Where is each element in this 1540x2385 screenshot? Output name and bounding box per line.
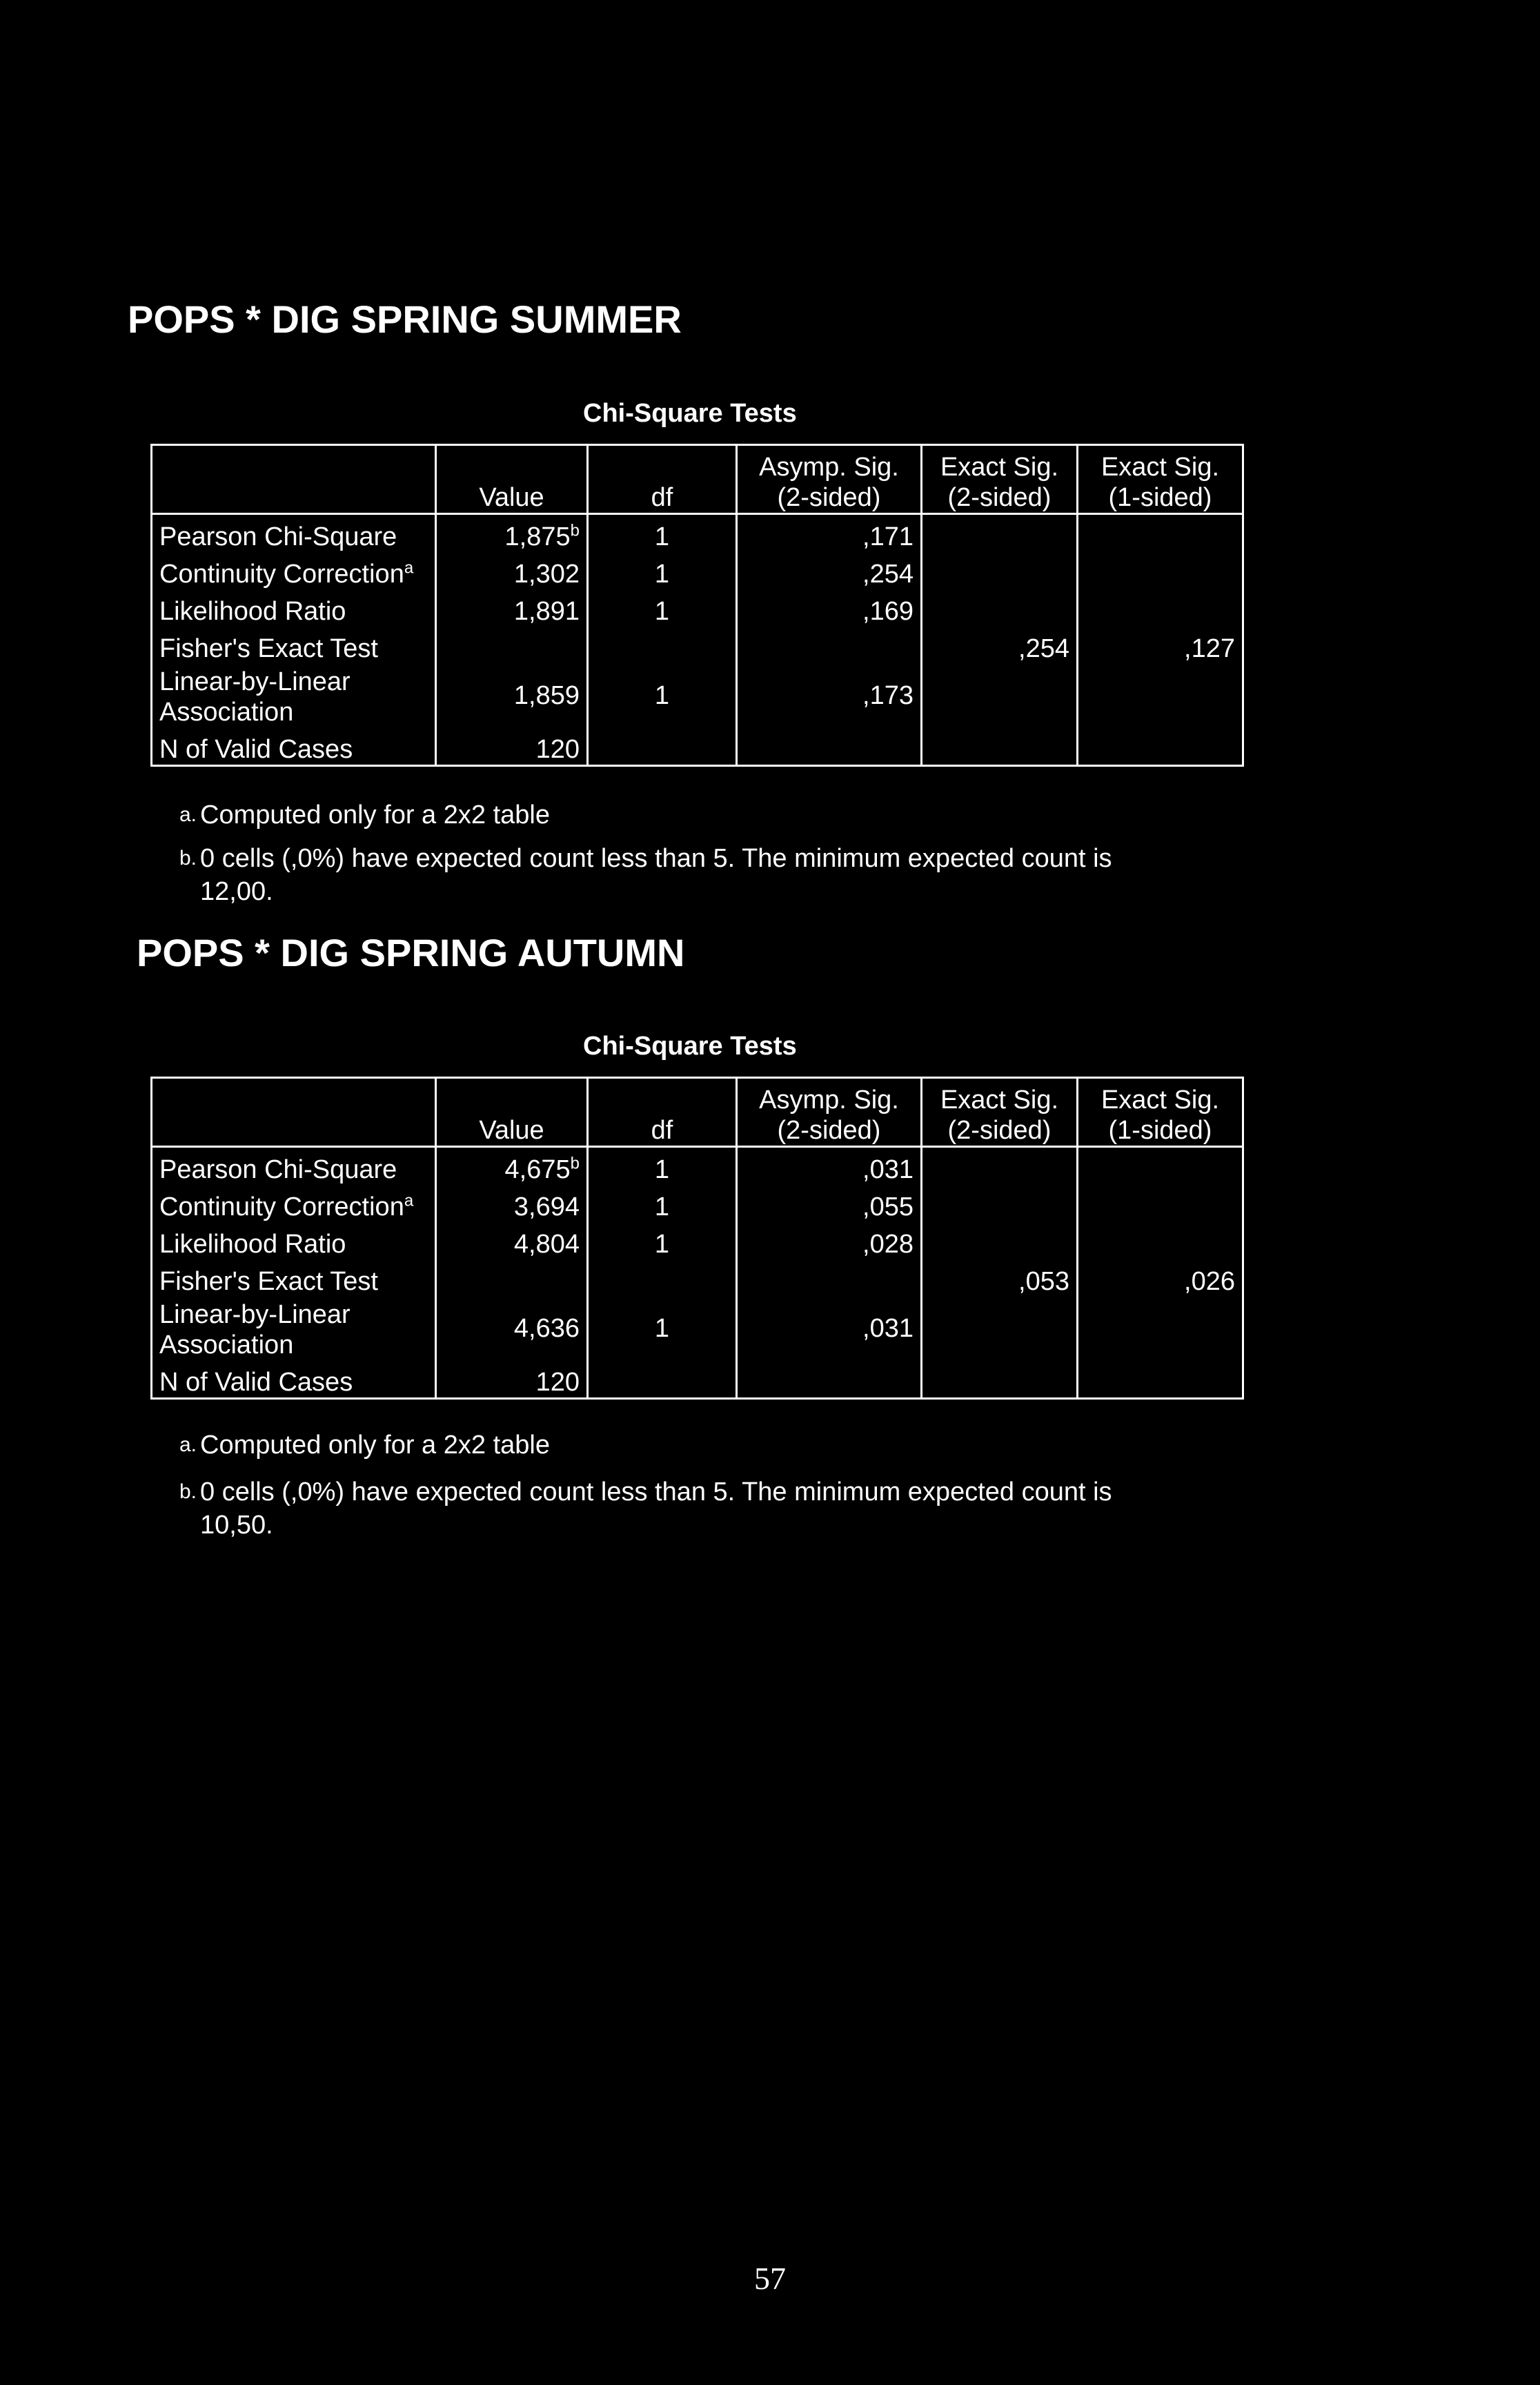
asymp-cell: ,028	[737, 1222, 922, 1259]
df-cell: 1	[588, 514, 737, 553]
table-row	[152, 1297, 1243, 1360]
exact2-cell	[922, 1222, 1078, 1259]
asymp-cell	[737, 627, 922, 664]
empty-cell	[588, 727, 737, 766]
header-exact-sig-1: Exact Sig. (1-sided)	[1078, 445, 1243, 514]
df-cell	[588, 627, 737, 664]
value-cell: 120	[436, 727, 588, 766]
row-label: Fisher's Exact Test	[159, 634, 378, 663]
df-cell: 1	[588, 1222, 737, 1259]
empty-cell	[1078, 727, 1243, 766]
asymp-cell: ,254	[737, 552, 922, 589]
value-cell	[436, 627, 588, 664]
row-label: Continuity Correction$^a$	[159, 1191, 414, 1221]
section-title-summer: POPS * DIG SPRING SUMMER	[128, 297, 682, 341]
value-cell: 1,859	[436, 664, 588, 727]
row-label: Likelihood Ratio	[159, 1230, 346, 1259]
value-cell: 4,675$^b$	[436, 1147, 588, 1186]
header-exact-sig-2: Exact Sig. (2-sided)	[922, 1078, 1078, 1147]
df-cell: 1	[588, 1185, 737, 1222]
table-caption: Chi-Square Tests	[583, 399, 797, 428]
asymp-cell: ,031	[737, 1297, 922, 1360]
header-exact-sig-1: Exact Sig. (1-sided)	[1078, 1078, 1243, 1147]
df-cell: 1	[588, 664, 737, 727]
asymp-cell: ,169	[737, 589, 922, 627]
section-title-autumn: POPS * DIG SPRING AUTUMN	[137, 931, 685, 974]
footnote-b: b. 0 cells (,0%) have expected count less than 5. The minimum expected count is 12,00.	[179, 844, 1112, 906]
header-value: Value	[436, 445, 588, 514]
row-label: Linear-by-Linear Association	[159, 667, 351, 727]
footnote-a: a. Computed only for a 2x2 table	[179, 801, 550, 830]
header-blank	[152, 445, 436, 514]
exact2-cell	[922, 514, 1078, 553]
row-label: Fisher's Exact Test	[159, 1267, 378, 1296]
table-row	[152, 514, 1243, 553]
row-label: Continuity Correction$^a$	[159, 558, 414, 589]
chi-square-table-summer	[150, 444, 1244, 767]
page-number: 57	[754, 2261, 786, 2296]
table-caption: Chi-Square Tests	[583, 1032, 797, 1061]
exact2-cell	[922, 664, 1078, 727]
table-row	[152, 1222, 1243, 1259]
row-label: Linear-by-Linear Association	[159, 1300, 351, 1360]
table-header-row	[152, 1078, 1243, 1147]
value-cell: 4,636	[436, 1297, 588, 1360]
empty-cell	[1078, 1360, 1243, 1399]
table-row	[152, 627, 1243, 664]
header-value: Value	[436, 1078, 588, 1147]
exact1-cell	[1078, 664, 1243, 727]
df-cell: 1	[588, 1297, 737, 1360]
exact1-cell: ,026	[1078, 1259, 1243, 1297]
value-cell	[436, 1259, 588, 1297]
empty-cell	[737, 1360, 922, 1399]
header-exact-sig-2: Exact Sig. (2-sided)	[922, 445, 1078, 514]
asymp-cell: ,173	[737, 664, 922, 727]
asymp-cell	[737, 1259, 922, 1297]
row-label: Likelihood Ratio	[159, 597, 346, 626]
exact2-cell	[922, 1297, 1078, 1360]
table-row	[152, 1259, 1243, 1297]
chi-square-table-autumn	[150, 1077, 1244, 1400]
row-label: Pearson Chi-Square	[159, 1155, 397, 1184]
table-row	[152, 664, 1243, 727]
table-row	[152, 589, 1243, 627]
exact1-cell	[1078, 1147, 1243, 1186]
footnote-b: b. 0 cells (,0%) have expected count less than 5. The minimum expected count is 10,50.	[179, 1478, 1112, 1540]
table-row	[152, 552, 1243, 589]
row-label: N of Valid Cases	[159, 1368, 353, 1397]
df-cell: 1	[588, 552, 737, 589]
exact1-cell	[1078, 552, 1243, 589]
table-row	[152, 1360, 1243, 1399]
exact1-cell	[1078, 514, 1243, 553]
exact1-cell	[1078, 1297, 1243, 1360]
table-header-row	[152, 445, 1243, 514]
header-blank	[152, 1078, 436, 1147]
header-df: df	[588, 1078, 737, 1147]
table-row	[152, 1147, 1243, 1186]
header-asymp-sig: Asymp. Sig. (2-sided)	[737, 445, 922, 514]
asymp-cell: ,055	[737, 1185, 922, 1222]
df-cell: 1	[588, 1147, 737, 1186]
table-row	[152, 1185, 1243, 1222]
exact1-cell	[1078, 1185, 1243, 1222]
header-asymp-sig: Asymp. Sig. (2-sided)	[737, 1078, 922, 1147]
header-df: df	[588, 445, 737, 514]
value-cell: 3,694	[436, 1185, 588, 1222]
value-cell: 4,804	[436, 1222, 588, 1259]
exact1-cell	[1078, 589, 1243, 627]
empty-cell	[922, 727, 1078, 766]
exact1-cell: ,127	[1078, 627, 1243, 664]
value-cell: 1,891	[436, 589, 588, 627]
asymp-cell: ,171	[737, 514, 922, 553]
exact2-cell	[922, 1185, 1078, 1222]
exact1-cell	[1078, 1222, 1243, 1259]
row-label: N of Valid Cases	[159, 735, 353, 764]
footnote-a: a. Computed only for a 2x2 table	[179, 1431, 550, 1460]
exact2-cell: ,053	[922, 1259, 1078, 1297]
exact2-cell	[922, 589, 1078, 627]
exact2-cell	[922, 552, 1078, 589]
empty-cell	[588, 1360, 737, 1399]
empty-cell	[737, 727, 922, 766]
exact2-cell: ,254	[922, 627, 1078, 664]
df-cell	[588, 1259, 737, 1297]
value-cell: 1,875$^b$	[436, 514, 588, 553]
row-label: Pearson Chi-Square	[159, 522, 397, 551]
empty-cell	[922, 1360, 1078, 1399]
asymp-cell: ,031	[737, 1147, 922, 1186]
table-row	[152, 727, 1243, 766]
value-cell: 120	[436, 1360, 588, 1399]
df-cell: 1	[588, 589, 737, 627]
exact2-cell	[922, 1147, 1078, 1186]
value-cell: 1,302	[436, 552, 588, 589]
